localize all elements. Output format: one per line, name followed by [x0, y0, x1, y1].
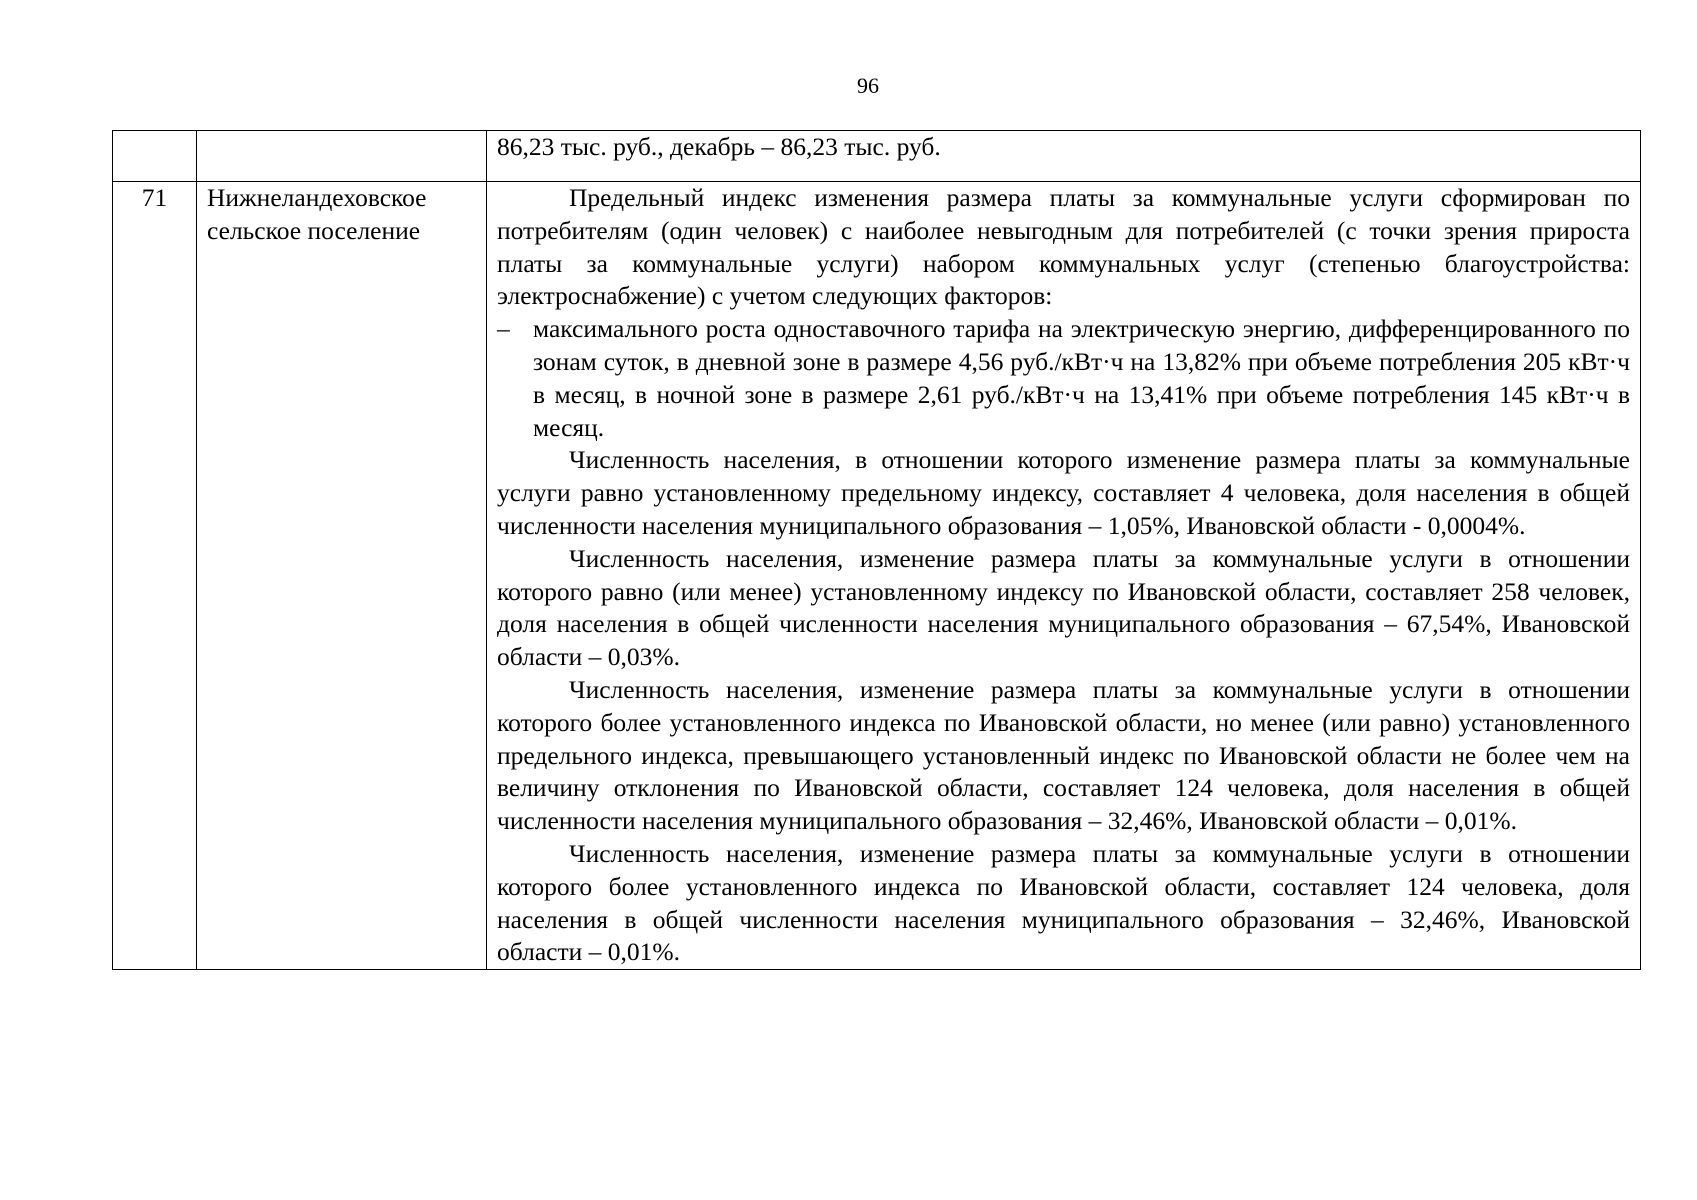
- page-number: 96: [857, 73, 879, 98]
- cell-name-empty: [197, 131, 487, 182]
- row-description: [487, 182, 1641, 970]
- cell-number-empty: [113, 131, 197, 182]
- population-paragraph-1: Численность населения, в отношении которого изменение размера платы за коммунальные услуги равно установленному предельному индексу, составляет 4 человека, доля населения в общей численности населения муниципального образования – 1,05%, Ивановской области - 0,0004%.: [497, 445, 1630, 540]
- bullet-item: [497, 313, 1630, 444]
- row-number: 71: [113, 182, 197, 970]
- intro-paragraph: Предельный индекс изменения размера платы за коммунальные услуги сформирован по потребителям (один человек) с наиболее невыгодным для потребителей (с точки зрения прироста платы за коммунальные услуги) набором коммунальных услуг (степенью благоустройства: электроснабжение) с учетом следующих факторов:: [497, 183, 1630, 311]
- data-table: [112, 130, 1641, 970]
- population-paragraph-2: Численность населения, изменение размера платы за коммунальные услуги в отношении которого равно (или менее) установленному индексу по Ивановской области, составляет 258 человек, доля населения в общей численности населения муниципального образования – 67,54%, Ивановской области – 0,03%.: [497, 543, 1630, 672]
- population-paragraph-4: Численность населения, изменение размера платы за коммунальные услуги в отношении которого более установленного индекса по Ивановской области, составляет 124 человека, доля населения в общей численности населения муниципального образования – 32,46%, Ивановской области – 0,01%.: [497, 838, 1630, 967]
- bullet-text: максимального роста одноставочного тарифа на электрическую энергию, дифференцированного по зонам суток, в дневной зоне в размере 4,56 руб./кВт·ч на 13,82% при объеме потребления 205 кВт·ч в месяц, в ночной зоне в размере 2,61 руб./кВт·ч на 13,41% при объеме потребления 145 кВт·ч в месяц.: [533, 314, 1630, 442]
- table-row-continuation: [113, 131, 1641, 182]
- settlement-name: Нижнеландеховское сельское поселение: [197, 182, 487, 970]
- bullet-dash: –: [497, 314, 510, 344]
- population-paragraph-3: Численность населения, изменение размера платы за коммунальные услуги в отношении которого более установленного индекса по Ивановской области, но менее (или равно) установленного предельного индекса, превышающего установленный индекс по Ивановской области не более чем на величину отклонения по Ивановской области, составляет 124 человека, доля населения в общей численности населения муниципального образования – 32,46%, Ивановской области – 0,01%.: [497, 674, 1630, 836]
- cell-continuation-text: 86,23 тыс. руб., декабрь – 86,23 тыс. руб.: [487, 131, 1641, 182]
- table-row: [113, 182, 1641, 970]
